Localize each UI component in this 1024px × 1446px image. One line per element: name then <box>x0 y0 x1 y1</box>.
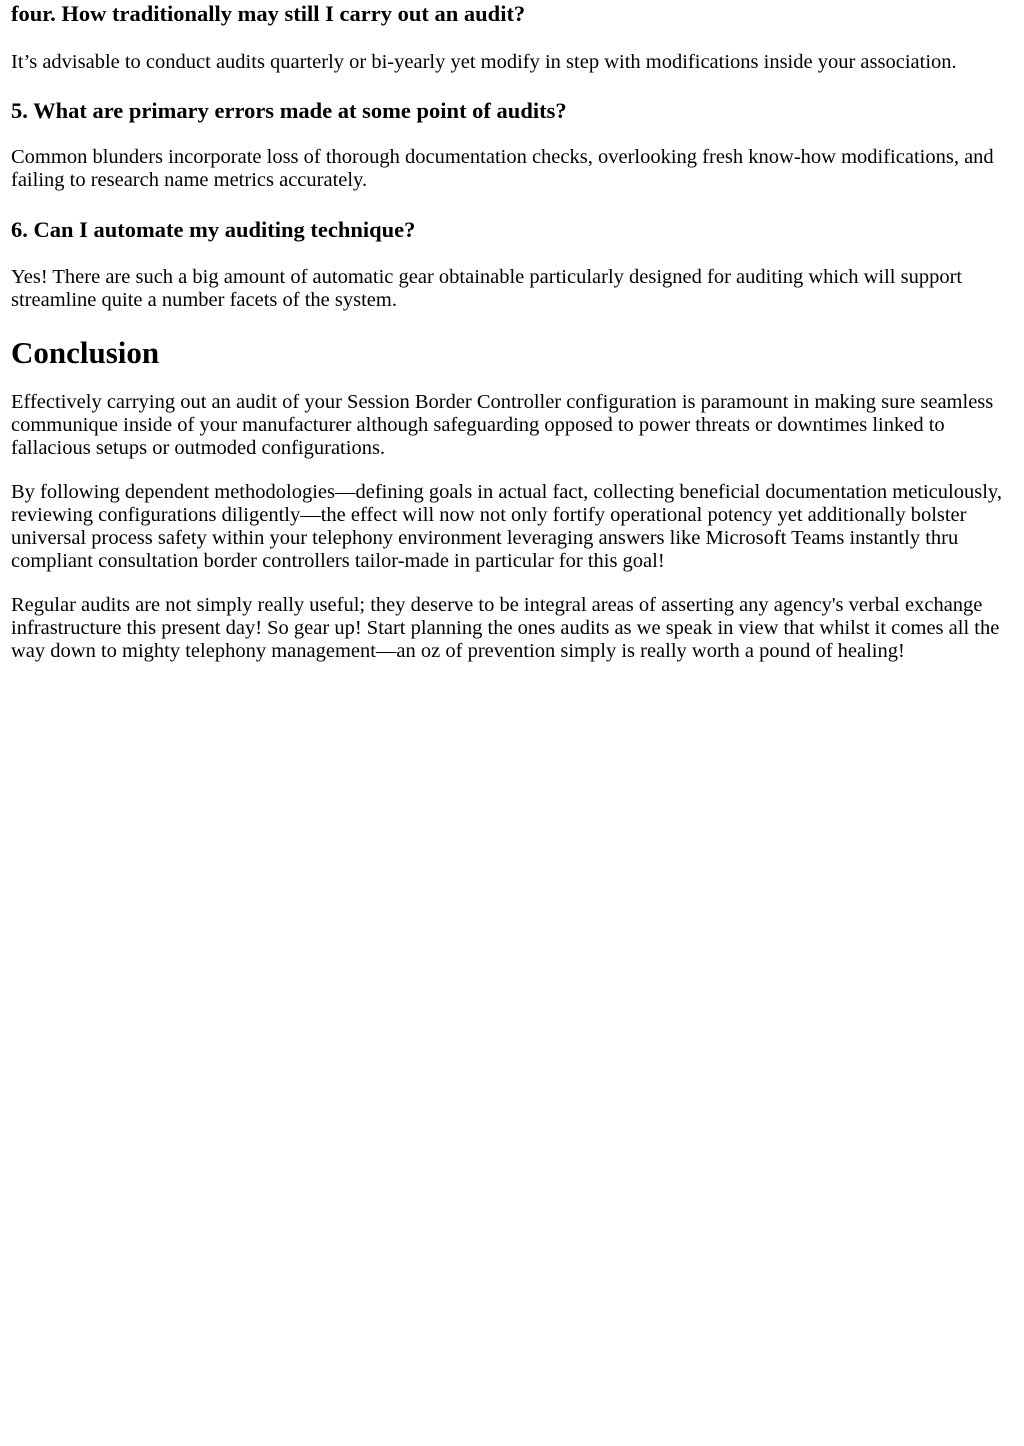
faq-answer-4: It’s advisable to conduct audits quarterly or bi-yearly yet modify in step with modifications inside your association. <box>11 51 957 73</box>
faq-question-6: 6. Can I automate my auditing technique? <box>11 217 416 242</box>
conclusion-paragraph-3: Regular audits are not simply really useful; they deserve to be integral areas of asserting any agency's verbal exchange infrastructure this present day! So gear up! Start planning the ones audits as we speak in view that whilst it comes all the way down to mighty telephony management—an oz of prevention simply is really worth a pound of healing! <box>11 594 1000 662</box>
article-body <box>11 1 1012 663</box>
conclusion-paragraph-1: Effectively carrying out an audit of your Session Border Controller configuration is paramount in making sure seamless communique inside of your manufacturer although safeguarding opposed to power threats or downtimes linked to fallacious setups or outmoded configurations. <box>11 391 994 459</box>
faq-question-5: 5. What are primary errors made at some point of audits? <box>11 98 567 123</box>
faq-answer-6: Yes! There are such a big amount of automatic gear obtainable particularly designed for auditing which will support streamline quite a number facets of the system. <box>11 266 963 311</box>
conclusion-heading: Conclusion <box>11 335 160 370</box>
faq-answer-5: Common blunders incorporate loss of thorough documentation checks, overlooking fresh know-how modifications, and failing to research name metrics accurately. <box>11 146 994 191</box>
conclusion-paragraph-2: By following dependent methodologies—defining goals in actual fact, collecting beneficial documentation meticulously, reviewing configurations diligently—the effect will now not only fortify operational potency yet additionally bolster universal process safety within your telephony environment leveraging answers like Microsoft Teams instantly thru compliant consultation border controllers tailor-made in particular for this goal! <box>11 481 1002 572</box>
faq-question-4: four. How traditionally may still I carry out an audit? <box>11 1 526 26</box>
